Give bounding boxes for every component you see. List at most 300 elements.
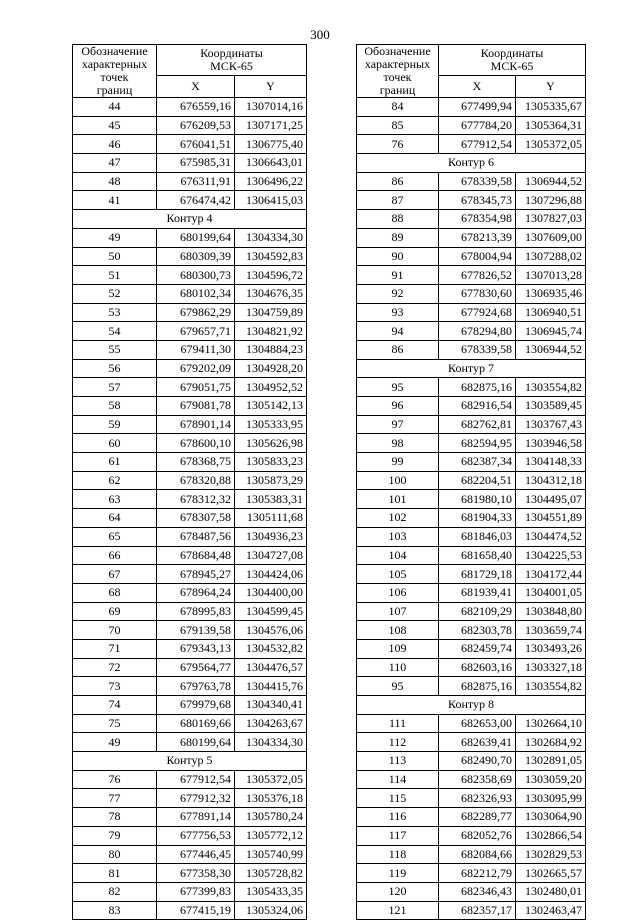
- x-coordinate-cell: 682875,16: [439, 677, 516, 696]
- point-id-cell: 45: [73, 116, 157, 135]
- point-id-cell: 66: [73, 546, 157, 565]
- y-coordinate-cell: 1304474,52: [516, 527, 586, 546]
- point-id-cell: 53: [73, 303, 157, 322]
- point-id-cell: 111: [357, 714, 439, 733]
- table-row: [73, 228, 307, 247]
- point-id-cell: 47: [73, 154, 157, 173]
- table-row: [357, 752, 586, 771]
- x-coordinate-cell: 682639,41: [439, 733, 516, 752]
- point-id-cell: 52: [73, 284, 157, 303]
- table-row: [357, 714, 586, 733]
- table-row: [357, 266, 586, 285]
- coordinates-header: Координаты МСК-65: [439, 45, 586, 76]
- table-row: [73, 415, 307, 434]
- x-coordinate-cell: 680309,39: [157, 247, 235, 266]
- table-row: [73, 882, 307, 901]
- point-id-cell: 44: [73, 98, 157, 117]
- x-coordinate-cell: 678320,88: [157, 471, 235, 490]
- point-id-cell: 70: [73, 621, 157, 640]
- y-coordinate-cell: 1305433,35: [235, 882, 307, 901]
- y-coordinate-cell: 1307296,88: [516, 191, 586, 210]
- point-id-cell: 65: [73, 527, 157, 546]
- x-coordinate-cell: 677499,94: [439, 98, 516, 117]
- y-coordinate-cell: 1304532,82: [235, 639, 307, 658]
- x-coordinate-cell: 676209,53: [157, 116, 235, 135]
- point-id-cell: 121: [357, 901, 439, 920]
- x-coordinate-cell: 682212,79: [439, 864, 516, 883]
- y-coordinate-cell: 1304225,53: [516, 546, 586, 565]
- y-coordinate-cell: 1304759,89: [235, 303, 307, 322]
- table-row: [73, 770, 307, 789]
- point-id-cell: 101: [357, 490, 439, 509]
- y-coordinate-cell: 1303095,99: [516, 789, 586, 808]
- table-row: [357, 658, 586, 677]
- y-coordinate-cell: 1303064,90: [516, 808, 586, 827]
- x-coordinate-cell: 678339,58: [439, 340, 516, 359]
- table-row: [73, 565, 307, 584]
- table-row: [73, 397, 307, 416]
- table-row: [73, 583, 307, 602]
- x-coordinate-cell: 677830,60: [439, 284, 516, 303]
- y-coordinate-cell: 1307171,25: [235, 116, 307, 135]
- x-coordinate-cell: 682346,43: [439, 882, 516, 901]
- x-coordinate-cell: 680199,64: [157, 733, 235, 752]
- x-coordinate-cell: 682594,95: [439, 434, 516, 453]
- y-coordinate-cell: 1304334,30: [235, 228, 307, 247]
- x-coordinate-cell: 678339,58: [439, 172, 516, 191]
- x-coordinate-cell: 680199,64: [157, 228, 235, 247]
- table-row: [357, 565, 586, 584]
- y-coordinate-cell: 1304592,83: [235, 247, 307, 266]
- point-id-cell: 72: [73, 658, 157, 677]
- x-coordinate-cell: 678213,39: [439, 228, 516, 247]
- point-id-cell: 62: [73, 471, 157, 490]
- table-row: [357, 845, 586, 864]
- point-id-cell: 102: [357, 509, 439, 528]
- x-coordinate-cell: 679202,09: [157, 359, 235, 378]
- y-coordinate-cell: 1306415,03: [235, 191, 307, 210]
- x-coordinate-cell: 682653,00: [439, 714, 516, 733]
- point-id-cell: 81: [73, 864, 157, 883]
- x-column-header: X: [439, 76, 516, 98]
- y-coordinate-cell: 1303493,26: [516, 639, 586, 658]
- y-coordinate-cell: 1304495,07: [516, 490, 586, 509]
- y-coordinate-cell: 1304263,67: [235, 714, 307, 733]
- y-coordinate-cell: 1303554,82: [516, 677, 586, 696]
- table-row: [73, 247, 307, 266]
- x-coordinate-cell: 680169,66: [157, 714, 235, 733]
- table-row: [357, 882, 586, 901]
- table-row: [357, 826, 586, 845]
- y-coordinate-cell: 1305873,29: [235, 471, 307, 490]
- x-coordinate-cell: 682387,34: [439, 453, 516, 472]
- table-row: [357, 228, 586, 247]
- point-id-cell: 51: [73, 266, 157, 285]
- x-coordinate-cell: 678945,27: [157, 565, 235, 584]
- point-id-cell: 86: [357, 340, 439, 359]
- point-id-cell: 84: [357, 98, 439, 117]
- y-coordinate-cell: 1305772,12: [235, 826, 307, 845]
- y-coordinate-cell: 1304727,08: [235, 546, 307, 565]
- point-id-cell: 50: [73, 247, 157, 266]
- y-coordinate-cell: 1304476,57: [235, 658, 307, 677]
- right-coordinates-table: [356, 44, 586, 920]
- point-id-cell: 88: [357, 210, 439, 229]
- y-coordinate-cell: 1303848,80: [516, 602, 586, 621]
- point-id-cell: 94: [357, 322, 439, 341]
- y-coordinate-cell: 1306775,40: [235, 135, 307, 154]
- point-id-cell: 86: [357, 172, 439, 191]
- point-id-cell: 64: [73, 509, 157, 528]
- y-coordinate-cell: 1303554,82: [516, 378, 586, 397]
- right-table-body: [357, 98, 586, 920]
- points-column-header: Обозначение характерных точек границ: [73, 45, 157, 98]
- left-coordinates-table: [72, 44, 307, 920]
- point-id-cell: 98: [357, 434, 439, 453]
- point-id-cell: 105: [357, 565, 439, 584]
- x-coordinate-cell: 679657,71: [157, 322, 235, 341]
- x-coordinate-cell: 676474,42: [157, 191, 235, 210]
- x-coordinate-cell: 682109,29: [439, 602, 516, 621]
- y-column-header: Y: [235, 76, 307, 98]
- y-coordinate-cell: 1304599,45: [235, 602, 307, 621]
- table-row: [357, 602, 586, 621]
- x-coordinate-cell: 678004,94: [439, 247, 516, 266]
- point-id-cell: 118: [357, 845, 439, 864]
- table-row: [73, 546, 307, 565]
- y-coordinate-cell: 1306935,46: [516, 284, 586, 303]
- point-id-cell: 77: [73, 789, 157, 808]
- point-id-cell: 75: [73, 714, 157, 733]
- point-id-cell: 61: [73, 453, 157, 472]
- x-coordinate-cell: 678368,75: [157, 453, 235, 472]
- point-id-cell: 46: [73, 135, 157, 154]
- point-id-cell: 76: [73, 770, 157, 789]
- x-coordinate-cell: 678995,83: [157, 602, 235, 621]
- point-id-cell: 56: [73, 359, 157, 378]
- table-row: [357, 210, 586, 229]
- y-coordinate-cell: 1305740,99: [235, 845, 307, 864]
- table-row: [357, 247, 586, 266]
- x-coordinate-cell: 682326,93: [439, 789, 516, 808]
- x-coordinate-cell: 680102,34: [157, 284, 235, 303]
- table-row: [357, 397, 586, 416]
- x-coordinate-cell: 679139,58: [157, 621, 235, 640]
- y-coordinate-cell: 1305376,18: [235, 789, 307, 808]
- table-row: [357, 415, 586, 434]
- contour-label: Контур 4: [73, 210, 307, 229]
- table-row: [73, 322, 307, 341]
- y-coordinate-cell: 1302891,05: [516, 752, 586, 771]
- table-row: [73, 471, 307, 490]
- x-coordinate-cell: 682204,51: [439, 471, 516, 490]
- table-row: [73, 677, 307, 696]
- table-row: [73, 602, 307, 621]
- y-coordinate-cell: 1302829,53: [516, 845, 586, 864]
- x-coordinate-cell: 676041,51: [157, 135, 235, 154]
- point-id-cell: 113: [357, 752, 439, 771]
- table-row: [357, 322, 586, 341]
- x-coordinate-cell: 677912,54: [439, 135, 516, 154]
- point-id-cell: 117: [357, 826, 439, 845]
- y-coordinate-cell: 1305335,67: [516, 98, 586, 117]
- x-coordinate-cell: 682052,76: [439, 826, 516, 845]
- x-coordinate-cell: 682289,77: [439, 808, 516, 827]
- y-coordinate-cell: 1303767,43: [516, 415, 586, 434]
- table-row: [73, 527, 307, 546]
- y-coordinate-cell: 1304952,52: [235, 378, 307, 397]
- table-row: [73, 191, 307, 210]
- point-id-cell: 80: [73, 845, 157, 864]
- y-coordinate-cell: 1302463,47: [516, 901, 586, 920]
- x-coordinate-cell: 681939,41: [439, 583, 516, 602]
- point-id-cell: 79: [73, 826, 157, 845]
- table-row: [73, 340, 307, 359]
- contour-label: Контур 8: [357, 696, 586, 715]
- x-coordinate-cell: 677924,68: [439, 303, 516, 322]
- y-coordinate-cell: 1307827,03: [516, 210, 586, 229]
- points-column-header: Обозначение характерных точек границ: [357, 45, 439, 98]
- point-id-cell: 82: [73, 882, 157, 901]
- contour-row: [357, 359, 586, 378]
- table-row: [357, 135, 586, 154]
- point-id-cell: 115: [357, 789, 439, 808]
- x-column-header: X: [157, 76, 235, 98]
- table-row: [357, 808, 586, 827]
- point-id-cell: 78: [73, 808, 157, 827]
- y-column-header: Y: [516, 76, 586, 98]
- x-coordinate-cell: 682084,66: [439, 845, 516, 864]
- y-coordinate-cell: 1305142,13: [235, 397, 307, 416]
- table-row: [73, 453, 307, 472]
- table-row: [73, 845, 307, 864]
- x-coordinate-cell: 678901,14: [157, 415, 235, 434]
- x-coordinate-cell: 679411,30: [157, 340, 235, 359]
- point-id-cell: 89: [357, 228, 439, 247]
- x-coordinate-cell: 677891,14: [157, 808, 235, 827]
- table-row: [357, 172, 586, 191]
- y-coordinate-cell: 1305833,23: [235, 453, 307, 472]
- y-coordinate-cell: 1307013,28: [516, 266, 586, 285]
- point-id-cell: 99: [357, 453, 439, 472]
- contour-label: Контур 7: [357, 359, 586, 378]
- y-coordinate-cell: 1304400,00: [235, 583, 307, 602]
- x-coordinate-cell: 677912,32: [157, 789, 235, 808]
- x-coordinate-cell: 679763,78: [157, 677, 235, 696]
- point-id-cell: 93: [357, 303, 439, 322]
- x-coordinate-cell: 678684,48: [157, 546, 235, 565]
- y-coordinate-cell: 1307014,16: [235, 98, 307, 117]
- x-coordinate-cell: 678294,80: [439, 322, 516, 341]
- x-coordinate-cell: 682603,16: [439, 658, 516, 677]
- contour-row: [73, 752, 307, 771]
- point-id-cell: 103: [357, 527, 439, 546]
- y-coordinate-cell: 1307288,02: [516, 247, 586, 266]
- left-table-body: [73, 98, 307, 920]
- x-coordinate-cell: 681980,10: [439, 490, 516, 509]
- table-row: [73, 303, 307, 322]
- page-number: 300: [310, 27, 330, 42]
- point-id-cell: 74: [73, 696, 157, 715]
- x-coordinate-cell: 682490,70: [439, 752, 516, 771]
- point-id-cell: 120: [357, 882, 439, 901]
- y-coordinate-cell: 1305780,24: [235, 808, 307, 827]
- table-row: [357, 770, 586, 789]
- contour-row: [357, 696, 586, 715]
- table-row: [73, 864, 307, 883]
- x-coordinate-cell: 679051,75: [157, 378, 235, 397]
- point-id-cell: 48: [73, 172, 157, 191]
- y-coordinate-cell: 1304424,06: [235, 565, 307, 584]
- table-row: [73, 826, 307, 845]
- point-id-cell: 119: [357, 864, 439, 883]
- table-row: [73, 172, 307, 191]
- y-coordinate-cell: 1305111,68: [235, 509, 307, 528]
- table-row: [73, 509, 307, 528]
- point-id-cell: 58: [73, 397, 157, 416]
- point-id-cell: 91: [357, 266, 439, 285]
- table-row: [73, 378, 307, 397]
- y-coordinate-cell: 1304415,76: [235, 677, 307, 696]
- table-row: [73, 901, 307, 920]
- y-coordinate-cell: 1306940,51: [516, 303, 586, 322]
- y-coordinate-cell: 1306944,52: [516, 340, 586, 359]
- point-id-cell: 54: [73, 322, 157, 341]
- point-id-cell: 71: [73, 639, 157, 658]
- table-row: [73, 658, 307, 677]
- x-coordinate-cell: 679343,13: [157, 639, 235, 658]
- point-id-cell: 55: [73, 340, 157, 359]
- x-coordinate-cell: 681658,40: [439, 546, 516, 565]
- point-id-cell: 106: [357, 583, 439, 602]
- y-coordinate-cell: 1304148,33: [516, 453, 586, 472]
- y-coordinate-cell: 1304884,23: [235, 340, 307, 359]
- x-coordinate-cell: 682303,78: [439, 621, 516, 640]
- point-id-cell: 63: [73, 490, 157, 509]
- y-coordinate-cell: 1305372,05: [235, 770, 307, 789]
- point-id-cell: 87: [357, 191, 439, 210]
- table-row: [73, 733, 307, 752]
- x-coordinate-cell: 679862,29: [157, 303, 235, 322]
- y-coordinate-cell: 1305372,05: [516, 135, 586, 154]
- y-coordinate-cell: 1306944,52: [516, 172, 586, 191]
- point-id-cell: 68: [73, 583, 157, 602]
- table-row: [357, 546, 586, 565]
- x-coordinate-cell: 677784,20: [439, 116, 516, 135]
- point-id-cell: 95: [357, 378, 439, 397]
- table-row: [357, 98, 586, 117]
- y-coordinate-cell: 1302664,10: [516, 714, 586, 733]
- contour-row: [73, 210, 307, 229]
- y-coordinate-cell: 1305383,31: [235, 490, 307, 509]
- point-id-cell: 60: [73, 434, 157, 453]
- y-coordinate-cell: 1304821,92: [235, 322, 307, 341]
- table-row: [357, 490, 586, 509]
- table-row: [357, 527, 586, 546]
- point-id-cell: 97: [357, 415, 439, 434]
- contour-label: Контур 5: [73, 752, 307, 771]
- table-row: [357, 191, 586, 210]
- y-coordinate-cell: 1305333,95: [235, 415, 307, 434]
- table-row: [357, 864, 586, 883]
- y-coordinate-cell: 1304576,06: [235, 621, 307, 640]
- table-row: [357, 471, 586, 490]
- y-coordinate-cell: 1304172,44: [516, 565, 586, 584]
- x-coordinate-cell: 680300,73: [157, 266, 235, 285]
- coordinates-header: Координаты МСК-65: [157, 45, 307, 76]
- table-row: [73, 639, 307, 658]
- x-coordinate-cell: 677415,19: [157, 901, 235, 920]
- point-id-cell: 49: [73, 228, 157, 247]
- point-id-cell: 114: [357, 770, 439, 789]
- y-coordinate-cell: 1305324,06: [235, 901, 307, 920]
- y-coordinate-cell: 1303589,45: [516, 397, 586, 416]
- x-coordinate-cell: 678312,32: [157, 490, 235, 509]
- x-coordinate-cell: 676311,91: [157, 172, 235, 191]
- y-coordinate-cell: 1304340,41: [235, 696, 307, 715]
- y-coordinate-cell: 1307609,00: [516, 228, 586, 247]
- x-coordinate-cell: 681846,03: [439, 527, 516, 546]
- table-row: [357, 789, 586, 808]
- x-coordinate-cell: 677756,53: [157, 826, 235, 845]
- table-row: [73, 808, 307, 827]
- point-id-cell: 85: [357, 116, 439, 135]
- table-row: [73, 434, 307, 453]
- table-row: [357, 733, 586, 752]
- table-row: [73, 98, 307, 117]
- y-coordinate-cell: 1303327,18: [516, 658, 586, 677]
- contour-label: Контур 6: [357, 154, 586, 173]
- x-coordinate-cell: 678354,98: [439, 210, 516, 229]
- table-row: [357, 453, 586, 472]
- y-coordinate-cell: 1306643,01: [235, 154, 307, 173]
- table-row: [357, 901, 586, 920]
- y-coordinate-cell: 1303659,74: [516, 621, 586, 640]
- table-row: [73, 266, 307, 285]
- x-coordinate-cell: 682875,16: [439, 378, 516, 397]
- point-id-cell: 107: [357, 602, 439, 621]
- point-id-cell: 49: [73, 733, 157, 752]
- y-coordinate-cell: 1303059,20: [516, 770, 586, 789]
- table-row: [73, 359, 307, 378]
- point-id-cell: 69: [73, 602, 157, 621]
- point-id-cell: 112: [357, 733, 439, 752]
- x-coordinate-cell: 682358,69: [439, 770, 516, 789]
- x-coordinate-cell: 676559,16: [157, 98, 235, 117]
- table-row: [357, 378, 586, 397]
- x-coordinate-cell: 678964,24: [157, 583, 235, 602]
- table-row: [357, 621, 586, 640]
- point-id-cell: 67: [73, 565, 157, 584]
- point-id-cell: 41: [73, 191, 157, 210]
- point-id-cell: 90: [357, 247, 439, 266]
- y-coordinate-cell: 1304676,35: [235, 284, 307, 303]
- point-id-cell: 108: [357, 621, 439, 640]
- x-coordinate-cell: 675985,31: [157, 154, 235, 173]
- x-coordinate-cell: 679081,78: [157, 397, 235, 416]
- table-row: [357, 509, 586, 528]
- y-coordinate-cell: 1302665,57: [516, 864, 586, 883]
- y-coordinate-cell: 1304551,89: [516, 509, 586, 528]
- point-id-cell: 57: [73, 378, 157, 397]
- y-coordinate-cell: 1305626,98: [235, 434, 307, 453]
- x-coordinate-cell: 678487,56: [157, 527, 235, 546]
- contour-row: [357, 154, 586, 173]
- y-coordinate-cell: 1304312,18: [516, 471, 586, 490]
- x-coordinate-cell: 677399,83: [157, 882, 235, 901]
- x-coordinate-cell: 682762,81: [439, 415, 516, 434]
- x-coordinate-cell: 677912,54: [157, 770, 235, 789]
